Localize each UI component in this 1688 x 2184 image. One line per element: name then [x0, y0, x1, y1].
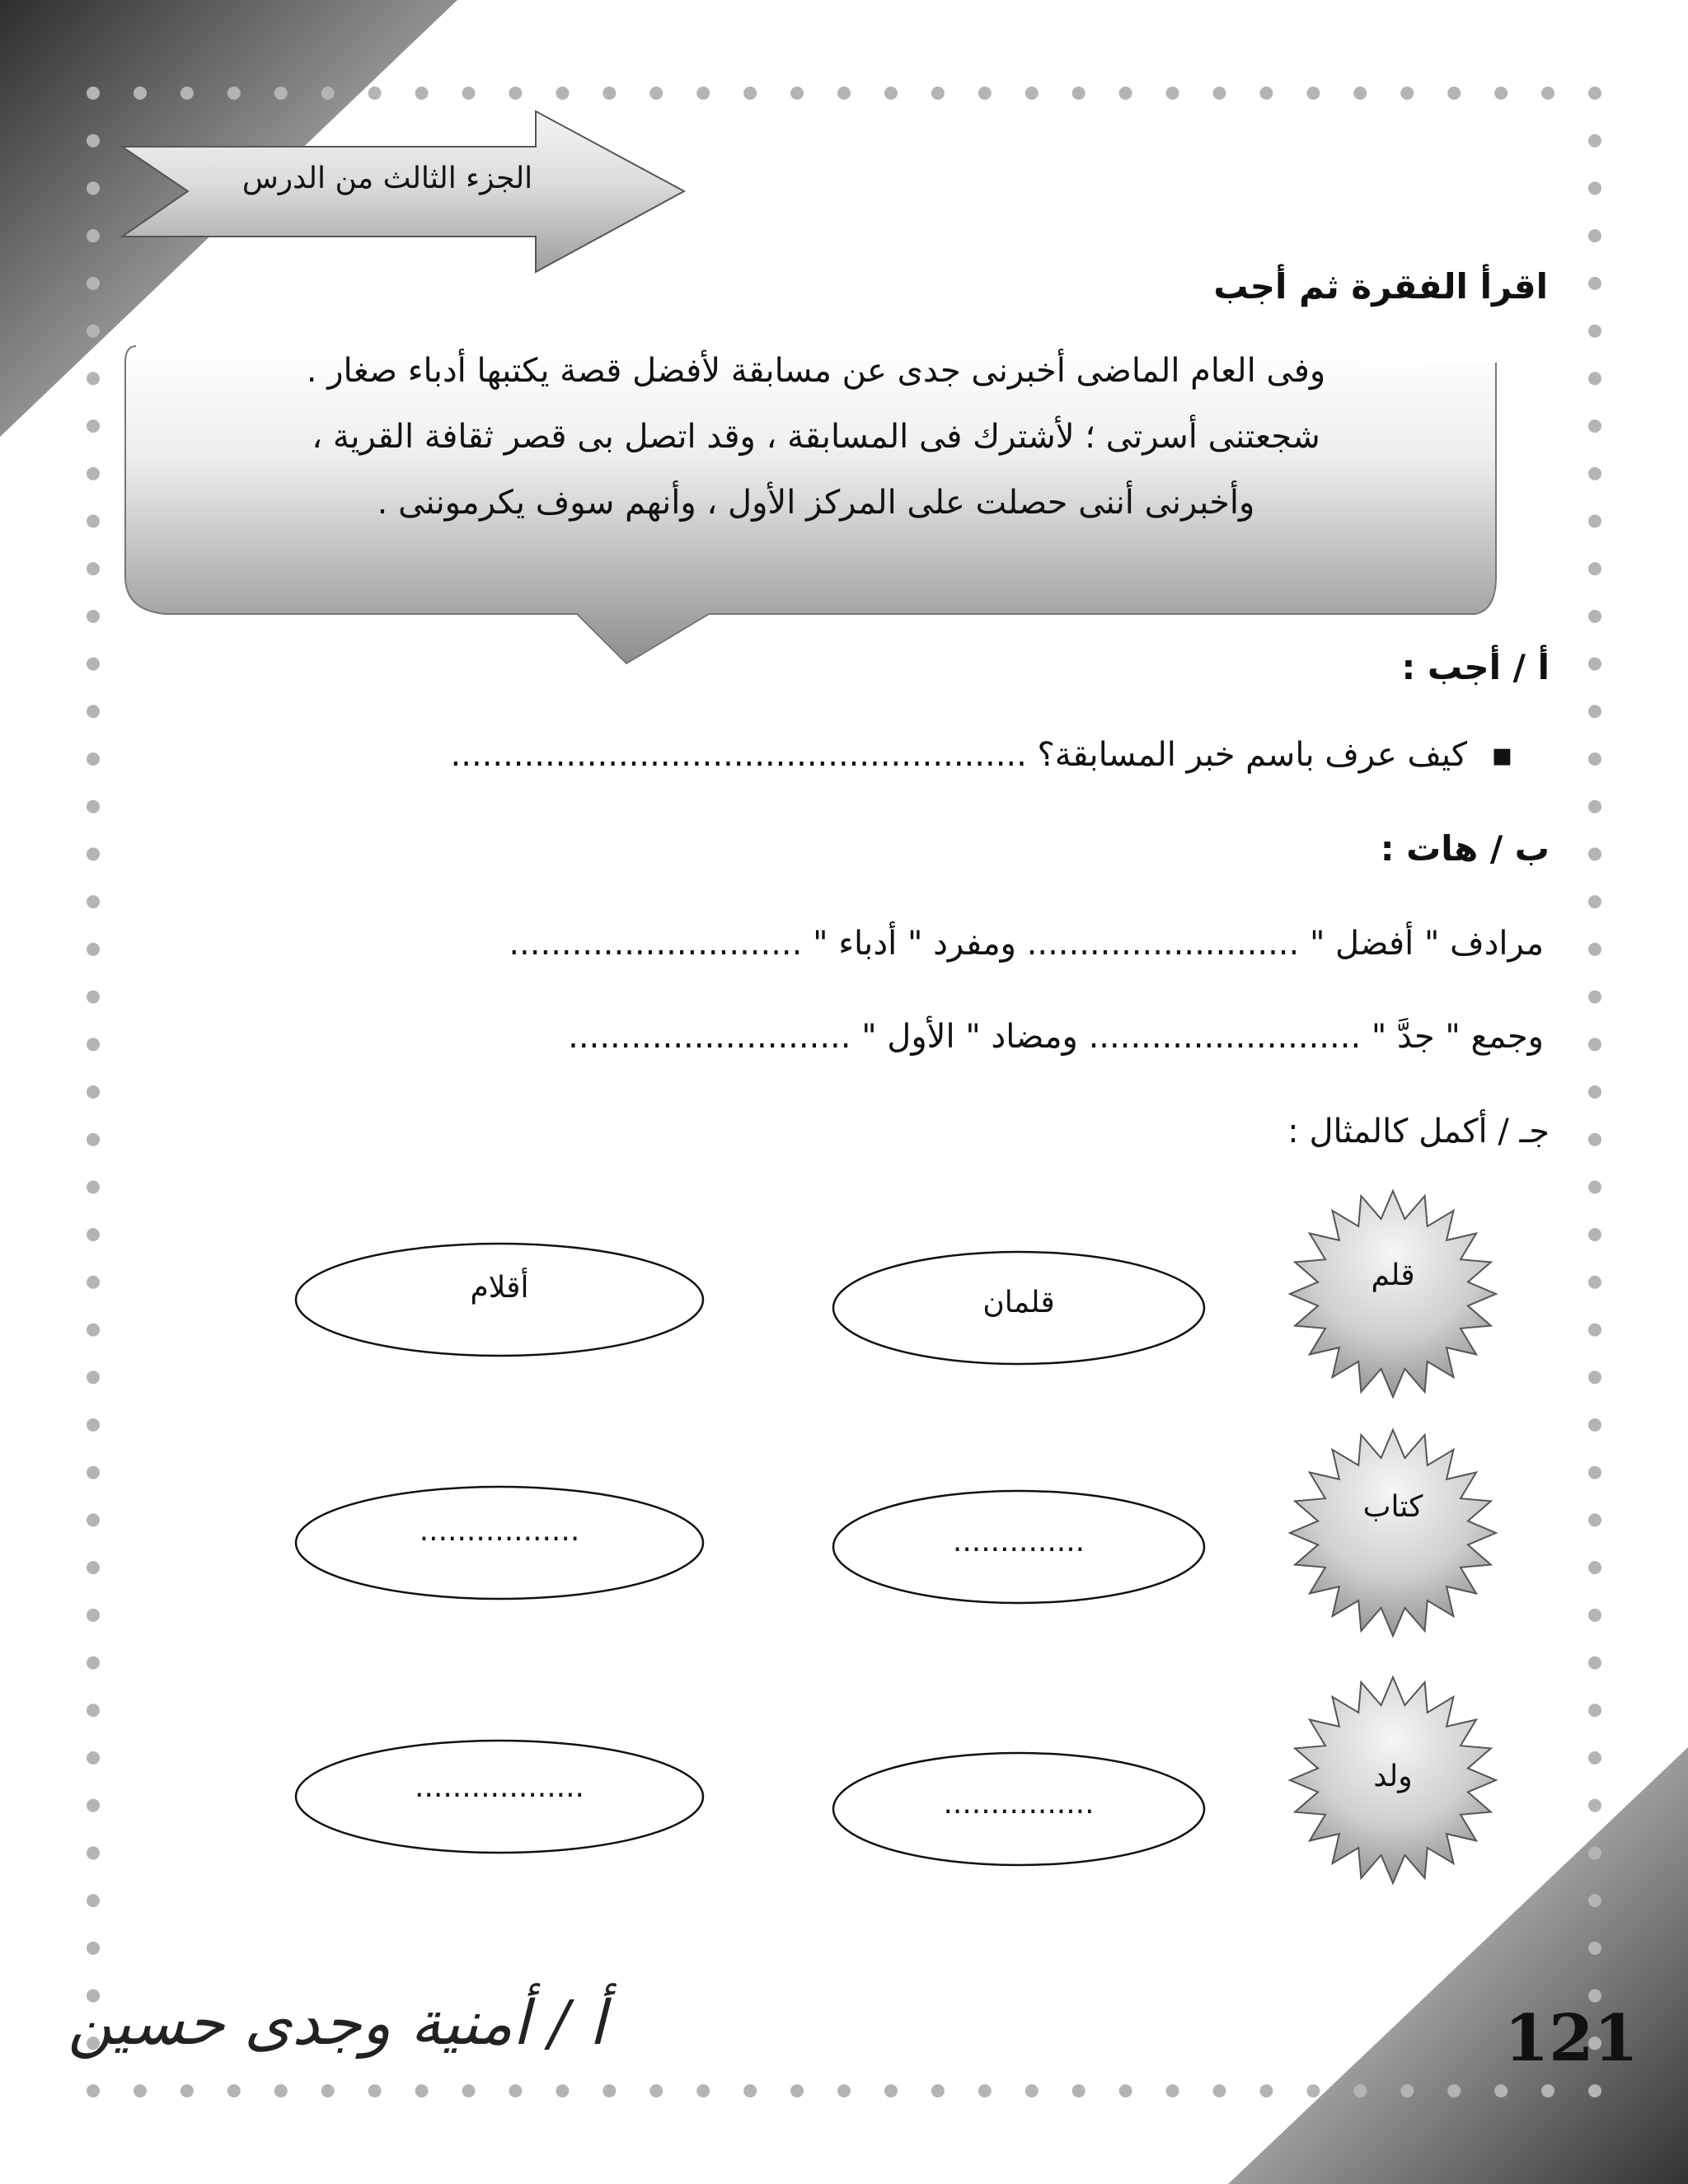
border-dot	[978, 87, 992, 100]
border-dot	[1353, 2084, 1367, 2097]
author-signature: أ / أمنية وجدى حسين	[68, 1988, 606, 2059]
border-dot	[87, 229, 100, 242]
border-dot	[368, 87, 382, 100]
border-dot	[1588, 87, 1601, 100]
border-dot	[87, 1561, 100, 1574]
plural-blank-3[interactable]: ..................	[415, 1770, 584, 1804]
border-dot	[931, 2084, 945, 2097]
paragraph-line: وفى العام الماضى أخبرنى جدى عن مسابقة لأفضل قصة يكتبها أدباء صغار .	[306, 352, 1326, 390]
border-dot	[415, 87, 429, 100]
border-dot	[462, 2084, 476, 2097]
dual-blank-2[interactable]: ..............	[952, 1525, 1085, 1558]
border-dot	[1588, 1751, 1601, 1765]
border-dot	[649, 2084, 663, 2097]
border-dot	[1588, 1324, 1601, 1337]
border-dot	[743, 87, 757, 100]
border-dot	[1213, 87, 1226, 100]
border-dot	[1588, 1133, 1601, 1146]
border-dot	[1588, 1846, 1601, 1859]
border-dot	[134, 87, 147, 100]
border-dot	[1588, 1371, 1601, 1384]
border-dot	[1447, 2084, 1461, 2097]
starburst-1	[1290, 1191, 1496, 1397]
border-dot	[87, 705, 100, 718]
border-dot	[603, 87, 616, 100]
border-dot	[1588, 467, 1601, 480]
starburst-2	[1290, 1430, 1496, 1636]
border-dot	[87, 1038, 100, 1051]
border-dot	[1119, 87, 1132, 100]
border-dot	[603, 2084, 616, 2097]
paragraph-line: شجعتنى أسرتى ؛ لأشترك فى المسابقة ، وقد اتصل بى قصر ثقافة القرية ،	[312, 418, 1320, 456]
border-dot	[87, 1657, 100, 1670]
border-dot	[87, 514, 100, 527]
border-dot	[1588, 1418, 1601, 1432]
border-dot	[837, 2084, 851, 2097]
border-dot	[556, 87, 569, 100]
border-dot	[87, 610, 100, 623]
border-dot	[1025, 2084, 1039, 2097]
border-dot	[87, 1324, 100, 1337]
section-b-line-2: وجمع " جدَّ " .......................... ومضاد " الأول " ...........................	[568, 1018, 1544, 1056]
border-dot	[1072, 87, 1085, 100]
border-dot	[415, 2084, 429, 2097]
border-dot	[87, 87, 100, 100]
border-dot	[1588, 1657, 1601, 1670]
border-dot	[87, 372, 100, 385]
border-dot	[884, 2084, 898, 2097]
border-dot	[1588, 895, 1601, 908]
border-dot	[1588, 1085, 1601, 1099]
border-dot	[87, 1133, 100, 1146]
border-dot	[1306, 2084, 1320, 2097]
border-dot	[696, 87, 710, 100]
border-dot	[1588, 752, 1601, 766]
arrow-label: الجزء الثالث من الدرس	[241, 162, 533, 195]
border-dot	[1588, 181, 1601, 194]
border-dot	[87, 847, 100, 860]
border-dot	[87, 2084, 100, 2097]
border-dot	[87, 800, 100, 813]
border-dot	[1588, 1180, 1601, 1193]
page-number: 121	[1504, 2001, 1639, 2076]
border-dot	[696, 2084, 710, 2097]
border-dot	[87, 1846, 100, 1859]
border-dot	[87, 895, 100, 908]
border-dot	[1541, 2084, 1554, 2097]
border-dot	[1588, 372, 1601, 385]
border-dot	[509, 2084, 522, 2097]
dual-blank-3[interactable]: ................	[943, 1787, 1095, 1821]
border-dot	[1400, 87, 1414, 100]
border-dot	[87, 1276, 100, 1289]
border-dot	[1588, 419, 1601, 433]
border-dot	[1588, 991, 1601, 1004]
border-dot	[181, 87, 194, 100]
border-dot	[87, 325, 100, 338]
border-dot	[1588, 1799, 1601, 1812]
border-dot	[274, 2084, 288, 2097]
border-dot	[1025, 87, 1039, 100]
border-dot	[321, 87, 335, 100]
border-dot	[87, 658, 100, 671]
border-dot	[1541, 87, 1554, 100]
border-dot	[1588, 1038, 1601, 1051]
border-dot	[87, 1799, 100, 1812]
section-b-line-1: مرادف " أفضل " .......................... ومفرد " أدباء " ............................	[509, 925, 1544, 963]
border-dot	[1588, 325, 1601, 338]
border-dot	[1306, 87, 1320, 100]
border-dot	[134, 2084, 147, 2097]
border-dot	[87, 1085, 100, 1099]
border-dot	[274, 87, 288, 100]
border-dot	[87, 1609, 100, 1622]
border-dot	[1494, 2084, 1507, 2097]
star-word-2: كتاب	[1362, 1490, 1423, 1524]
border-dot	[1166, 87, 1179, 100]
border-dot	[87, 134, 100, 148]
border-dot	[87, 1513, 100, 1526]
border-dot	[87, 277, 100, 290]
border-dot	[1588, 1894, 1601, 1907]
plural-text-1: أقلام	[470, 1271, 529, 1305]
section-a-bullet: ▪	[1490, 736, 1513, 774]
border-dot	[1259, 2084, 1273, 2097]
border-dot	[87, 1466, 100, 1479]
border-dot	[87, 467, 100, 480]
section-a-question: كيف عرف باسم خبر المسابقة؟ .......................................................	[450, 736, 1467, 774]
border-dot	[87, 419, 100, 433]
border-dot	[87, 1894, 100, 1907]
border-dot	[1588, 134, 1601, 148]
border-dot	[227, 87, 241, 100]
border-dot	[368, 2084, 382, 2097]
border-dot	[1588, 562, 1601, 575]
border-dot	[87, 1942, 100, 1955]
star-word-1: قلم	[1371, 1258, 1415, 1292]
border-dot	[87, 1704, 100, 1717]
border-dot	[1259, 87, 1273, 100]
border-dot	[1588, 1228, 1601, 1241]
border-dot	[1353, 87, 1367, 100]
border-dot	[978, 2084, 992, 2097]
border-dot	[1588, 1561, 1601, 1574]
border-dot	[87, 562, 100, 575]
border-dot	[1588, 847, 1601, 860]
border-dot	[87, 1418, 100, 1432]
border-dot	[87, 1751, 100, 1765]
section-c-title: جـ / أكمل كالمثال :	[1287, 1113, 1550, 1151]
border-dot	[181, 2084, 194, 2097]
border-dot	[1213, 2084, 1226, 2097]
border-dot	[1588, 1466, 1601, 1479]
border-dot	[743, 2084, 757, 2097]
border-dot	[87, 1371, 100, 1384]
section-b-title: ب / هات :	[1380, 828, 1550, 869]
border-dot	[462, 87, 476, 100]
border-dot	[1588, 1942, 1601, 1955]
border-dot	[227, 2084, 241, 2097]
border-dot	[87, 1180, 100, 1193]
plural-blank-2[interactable]: .................	[419, 1514, 580, 1548]
border-dot	[790, 2084, 804, 2097]
border-dot	[87, 752, 100, 766]
border-dot	[1588, 514, 1601, 527]
reading-paragraph	[173, 338, 1459, 536]
border-dot	[1588, 610, 1601, 623]
paragraph-line: وأخبرنى أننى حصلت على المركز الأول ، وأنهم سوف يكرموننى .	[377, 484, 1255, 522]
border-dot	[1588, 229, 1601, 242]
border-dot	[87, 1228, 100, 1241]
border-dot	[649, 87, 663, 100]
border-dot	[1588, 277, 1601, 290]
border-dot	[1400, 2084, 1414, 2097]
border-dot	[1588, 1276, 1601, 1289]
border-dot	[1588, 2084, 1601, 2097]
border-dot	[1447, 87, 1461, 100]
border-dot	[884, 87, 898, 100]
border-dot	[321, 2084, 335, 2097]
border-dot	[87, 991, 100, 1004]
border-dot	[837, 87, 851, 100]
border-dot	[1119, 2084, 1132, 2097]
border-dot	[1588, 1513, 1601, 1526]
border-dot	[556, 2084, 569, 2097]
border-dot	[1494, 87, 1507, 100]
instruction-heading: اقرأ الفقرة ثم أجب	[1213, 266, 1548, 307]
border-dot	[1588, 800, 1601, 813]
border-dot	[1588, 705, 1601, 718]
border-dot	[87, 943, 100, 956]
border-dot	[1588, 1609, 1601, 1622]
border-dot	[87, 181, 100, 194]
border-dot	[931, 87, 945, 100]
border-dot	[1588, 1704, 1601, 1717]
border-dot	[1588, 943, 1601, 956]
border-dot	[1588, 658, 1601, 671]
dual-text-1: قلمان	[982, 1286, 1055, 1319]
section-a-title: أ / أجب :	[1401, 647, 1550, 687]
border-dot	[509, 87, 522, 100]
star-word-3: ولد	[1373, 1760, 1413, 1793]
border-dot	[790, 87, 804, 100]
border-dot	[1072, 2084, 1085, 2097]
border-dot	[1166, 2084, 1179, 2097]
